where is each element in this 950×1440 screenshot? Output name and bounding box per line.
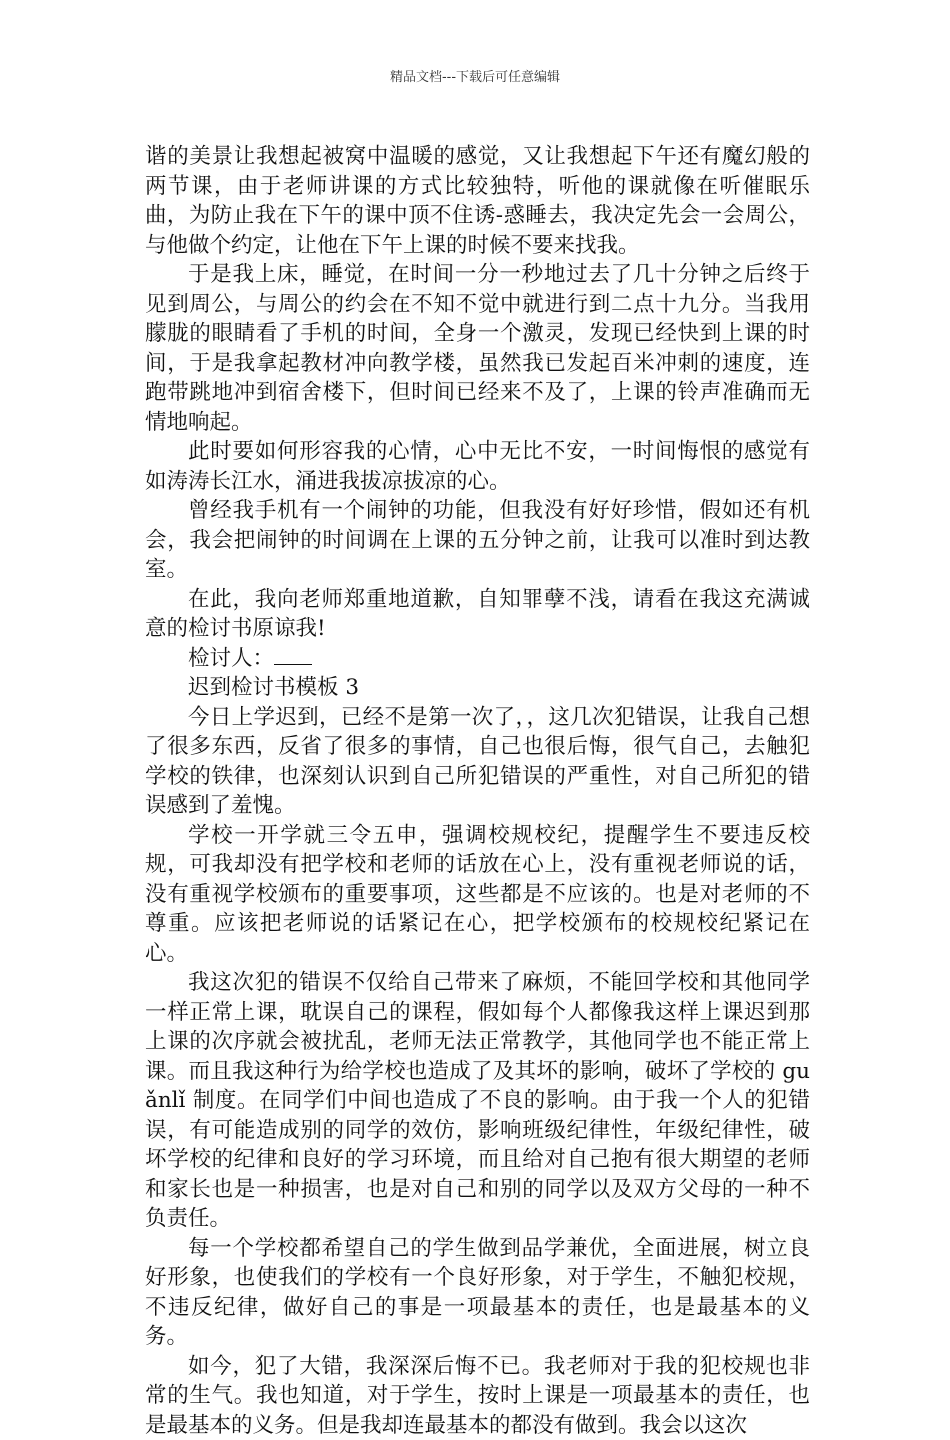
paragraph: 曾经我手机有一个闹钟的功能，但我没有好好珍惜，假如还有机会，我会把闹钟的时间调在上课的五分钟之前，让我可以准时到达教室。 [145,496,810,585]
paragraph: 在此，我向老师郑重地道歉，自知罪孽不浅，请看在我这充满诚意的检讨书原谅我! [145,585,810,644]
signer-blank [274,646,312,665]
paragraph: 学校一开学就三令五申，强调校规校纪，提醒学生不要违反校规，可我却没有把学校和老师的话放在心上，没有重视老师说的话，没有重视学校颁布的重要事项，这些都是不应该的。也是对老师的不尊重。应该把老师说的话紧记在心，把学校颁布的校规校纪紧记在心。 [145,821,810,969]
paragraph: 我这次犯的错误不仅给自己带来了麻烦，不能回学校和其他同学一样正常上课，耽误自己的课程，假如每个人都像我这样上课迟到那上课的次序就会被扰乱，老师无法正常教学，其他同学也不能正常上课。而且我这种行为给学校也造成了及其坏的影响，破坏了学校的 guǎnlǐ 制度。在同学们中间也造成了不良的影响。由于我一个人的犯错误，有可能造成别的同学的效仿，影响班级纪律性，年级纪律性，破坏学校的纪律和良好的学习环境，而且给对自己抱有很大期望的老师和家长也是一种损害，也是对自己和别的同学以及双方父母的一种不负责任。 [145,968,810,1234]
paragraph: 如今，犯了大错，我深深后悔不已。我老师对于我的犯校规也非常的生气。我也知道，对于学生，按时上课是一项最基本的责任，也是最基本的义务。但是我却连最基本的都没有做到。我会以这次 [145,1352,810,1440]
section-title: 迟到检讨书模板 3 [145,673,810,703]
paragraph: 于是我上床，睡觉，在时间一分一秒地过去了几十分钟之后终于见到周公，与周公的约会在不知不觉中就进行到二点十九分。当我用朦胧的眼睛看了手机的时间，全身一个激灵，发现已经快到上课的时间，于是我拿起教材冲向教学楼，虽然我已发起百米冲刺的速度，连跑带跳地冲到宿舍楼下，但时间已经来不及了，上课的铃声准确而无情地响起。 [145,260,810,437]
page-header: 精品文档---下载后可任意编辑 [0,66,950,85]
document-body [145,142,810,1440]
signer-line [145,644,810,674]
paragraph: 每一个学校都希望自己的学生做到品学兼优，全面进展，树立良好形象，也使我们的学校有一个良好形象，对于学生，不触犯校规，不违反纪律，做好自己的事是一项最基本的责任，也是最基本的义务。 [145,1234,810,1352]
paragraph: 此时要如何形容我的心情，心中无比不安，一时间悔恨的感觉有如涛涛长江水，涌进我拔凉拔凉的心。 [145,437,810,496]
signer-label: 检讨人： [188,646,274,671]
paragraph: 谐的美景让我想起被窝中温暖的感觉，又让我想起下午还有魔幻般的两节课，由于老师讲课的方式比较独特，听他的课就像在听催眠乐曲，为防止我在下午的课中顶不住诱-惑睡去，我决定先会一会周公，与他做个约定，让他在下午上课的时候不要来找我。 [145,142,810,260]
paragraph: 今日上学迟到，已经不是第一次了，，这几次犯错误，让我自己想了很多东西，反省了很多的事情，自己也很后悔，很气自己，去触犯学校的铁律，也深刻认识到自己所犯错误的严重性，对自己所犯的错误感到了羞愧。 [145,703,810,821]
